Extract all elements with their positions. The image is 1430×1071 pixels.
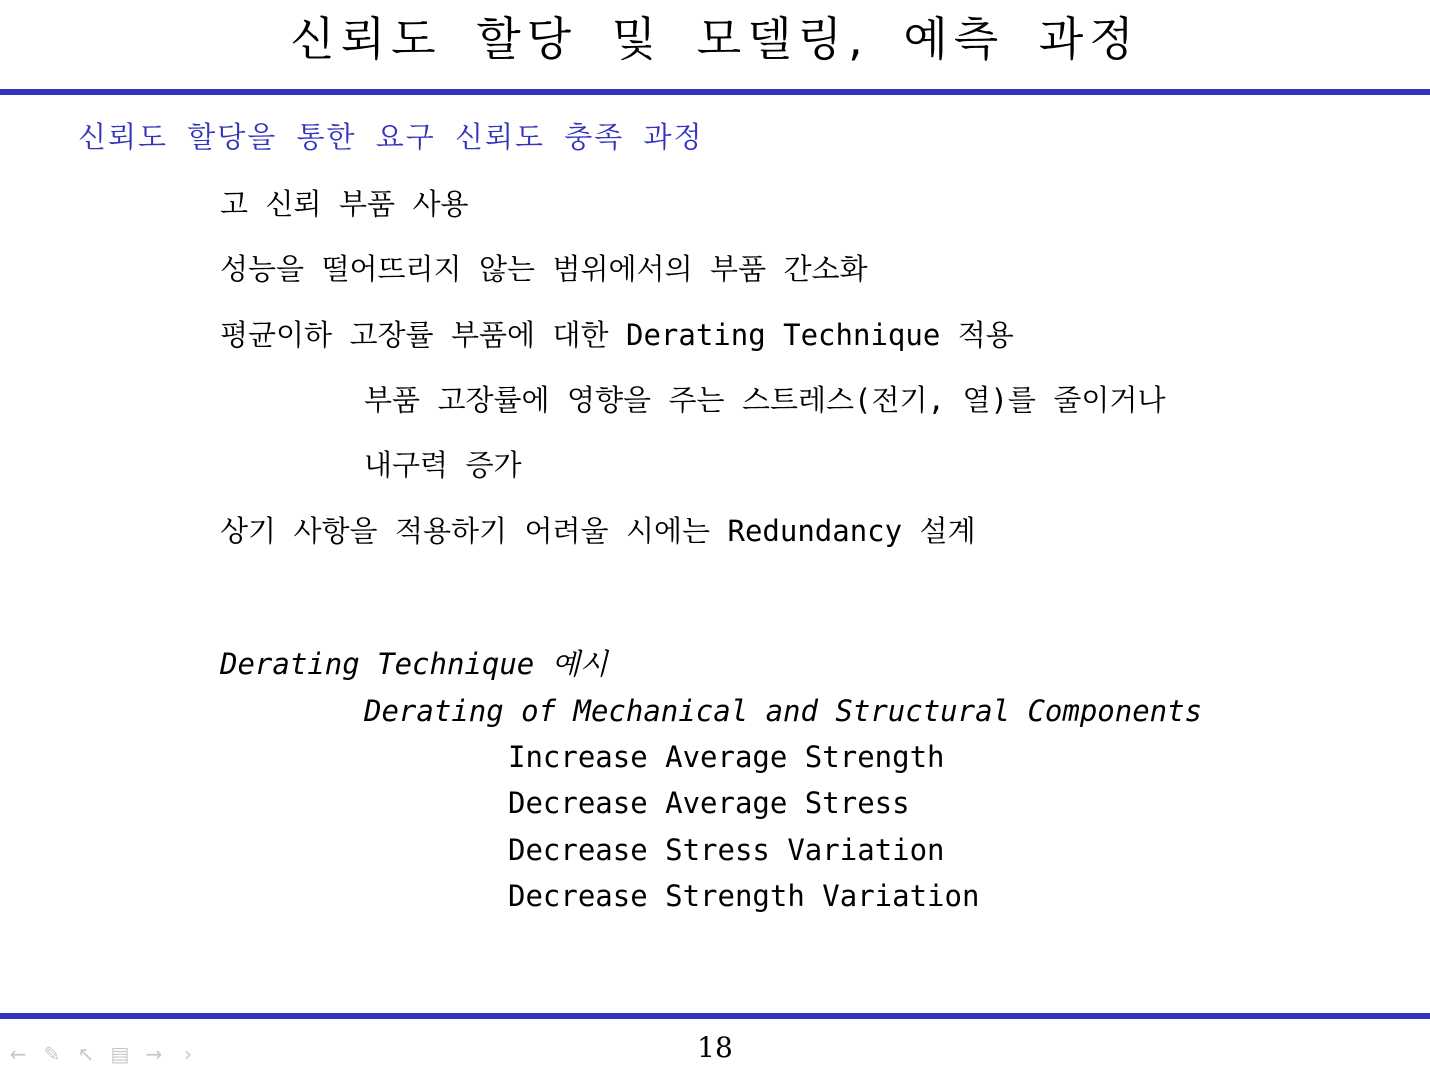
footer-divider [0, 1013, 1430, 1019]
title-divider [0, 89, 1430, 95]
example-heading: Derating Technique 예시 [220, 647, 608, 681]
bullet-item: 고 신뢰 부품 사용 [220, 187, 469, 221]
sub-bullet-item: 부품 고장률에 영향을 주는 스트레스(전기, 열)를 줄이거나 [364, 383, 1166, 417]
chevron-right-icon[interactable]: › [184, 1042, 192, 1066]
page-number: 18 [697, 1031, 733, 1064]
page-title: 신뢰도 할당 및 모델링, 예측 과정 [290, 12, 1140, 66]
bullet-item: 평균이하 고장률 부품에 대한 Derating Technique 적용 [220, 318, 1014, 352]
arrow-left-icon[interactable]: ← [9, 1042, 27, 1066]
slide-nav-toolbar [6, 1042, 200, 1066]
sub-bullet-item: 내구력 증가 [364, 448, 522, 482]
example-subheading: Derating of Mechanical and Structural Components [364, 694, 1203, 728]
section-subtitle: 신뢰도 할당을 통한 요구 신뢰도 충족 과정 [78, 120, 704, 154]
example-list-item: Increase Average Strength [508, 740, 945, 774]
arrow-right-icon[interactable]: → [145, 1042, 163, 1066]
bullet-item: 성능을 떨어뜨리지 않는 범위에서의 부품 간소화 [220, 252, 868, 286]
pen-icon[interactable]: ✎ [43, 1042, 61, 1066]
bullet-item: 상기 사항을 적용하기 어려울 시에는 Redundancy 설계 [220, 514, 976, 548]
example-list-item: Decrease Average Stress [508, 786, 910, 820]
example-list-item: Decrease Strength Variation [508, 879, 980, 913]
pointer-icon[interactable]: ↖ [77, 1042, 95, 1066]
example-list-item: Decrease Stress Variation [508, 833, 945, 867]
menu-icon[interactable]: ▤ [110, 1042, 130, 1066]
